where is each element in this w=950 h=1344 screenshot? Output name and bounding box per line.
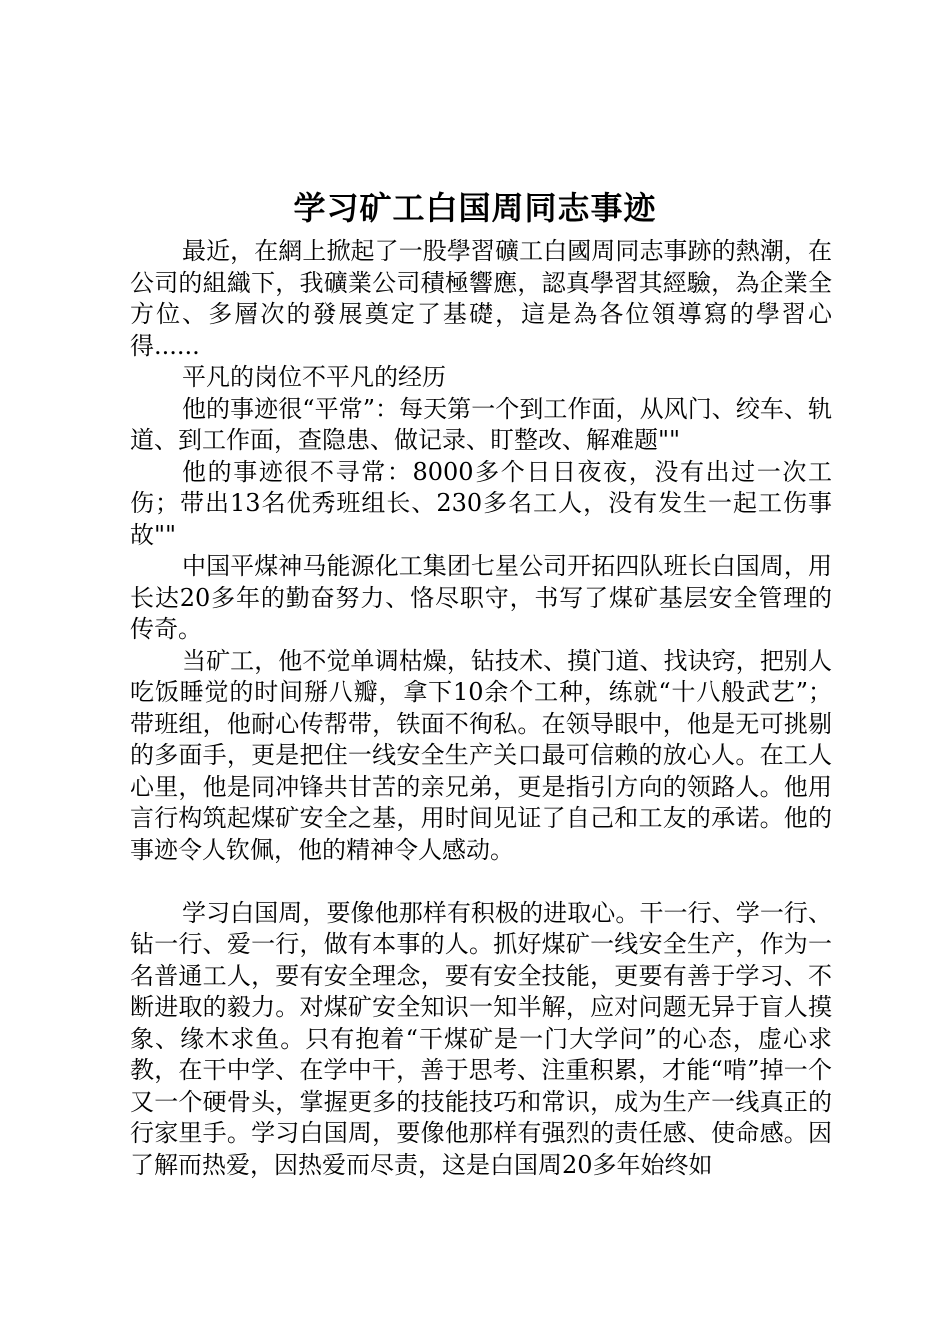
paragraph-subheading: 平凡的岗位不平凡的经历: [182, 363, 446, 391]
paragraph-intro: 最近，在網上掀起了一股學習礦工白國周同志事跡的熱潮，在公司的組織下，我礦業公司積極響應，認真學習其經驗，為企業全方位、多層次的發展奠定了基礎，這是為各位領導寫的學習心得......: [130, 237, 832, 360]
document-title: 学习矿工白国周同志事迹: [293, 189, 657, 227]
paragraph-background: 中国平煤神马能源化工集团七星公司开拓四队班长白国周，用长达20多年的勤奋努力、恪尽职守，书写了煤矿基层安全管理的传奇。: [130, 552, 832, 643]
paragraph-unusual-deeds: 他的事迹很不寻常：8000多个日日夜夜，没有出过一次工伤；带出13名优秀班组长、230多名工人，没有发生一起工伤事故"": [130, 457, 832, 549]
paragraph-learning: 学习白国周，要像他那样有积极的进取心。干一行、学一行、钻一行、爱一行，做有本事的人。抓好煤矿一线安全生产，作为一名普通工人，要有安全理念，要有安全技能，更要有善于学习、不断进取的毅力。对煤矿安全知识一知半解，应对问题无异于盲人摸象、缘木求鱼。只有抱着“干煤矿是一门大学问”的心态，虚心求教，在干中学、在学中干，善于思考、注重积累，才能“啃”掉一个又一个硬骨头，掌握更多的技能技巧和常识，成为生产一线真正的行家里手。学习白国周，要像他那样有强烈的责任感、使命感。因了解而热爱，因热爱而尽责，这是白国周20多年始终如: [130, 898, 832, 1179]
document-body: [130, 236, 832, 1181]
paragraph-character: 当矿工，他不觉单调枯燥，钻技术、摸门道、找诀窍，把别人吃饭睡觉的时间掰八瓣，拿下10余个工种，练就“十八般武艺”；带班组，他耐心传帮带，铁面不徇私。在领导眼中，他是无可挑剔的多面手，更是把住一线安全生产关口最可信赖的放心人。在工人心里，他是同冲锋共甘苦的亲兄弟，更是指引方向的领路人。他用言行构筑起煤矿安全之基，用时间见证了自己和工友的承诺。他的事迹令人钦佩，他的精神令人感动。: [130, 646, 832, 864]
paragraph-ordinary-deeds: 他的事迹很“平常”：每天第一个到工作面，从风门、绞车、轨道、到工作面，查隐患、做记录、盯整改、解难题"": [130, 394, 832, 454]
